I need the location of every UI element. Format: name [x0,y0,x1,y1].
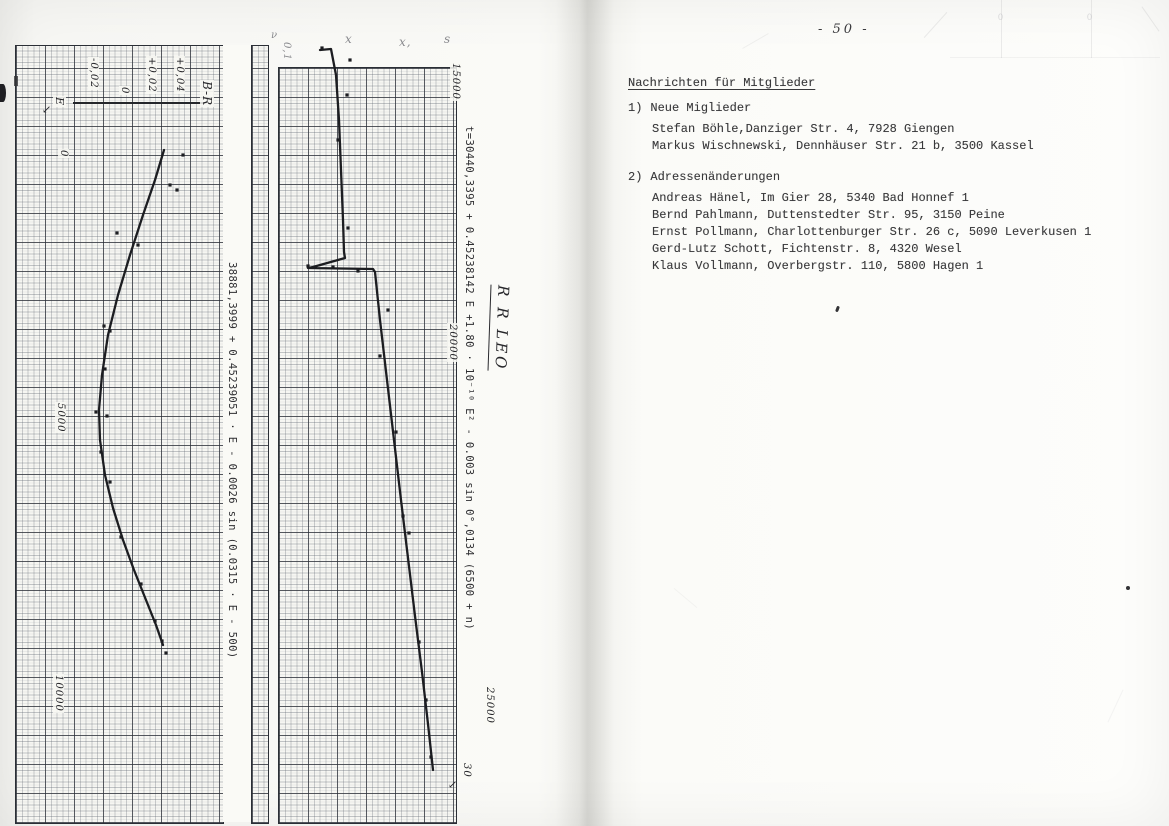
members-news-block [628,76,1098,290]
graph-paper-1b [251,45,269,824]
subsection-number: 2) [628,170,643,184]
subsection-name: Adressenänderungen [650,170,781,184]
member-line: Ernst Pollmann, Charlottenburger Str. 26 c, 5090 Leverkusen 1 [652,225,1092,239]
epoch-tick-label: 20000 [447,324,458,361]
epoch-end-label: 30 [461,763,472,778]
ghost-mark [950,57,1160,58]
subsection-number: 1) [628,101,643,115]
subsection-address-changes [628,170,1098,275]
br-tick-label: +0,02 [146,57,157,93]
subsection-title [628,101,1098,115]
scan-artifact [0,84,6,102]
ghost-digit: 0 [998,12,1004,22]
ghost-mark [1091,0,1092,58]
epoch-tick-label: 25000 [484,687,495,724]
pencil-mark: ν [271,30,279,41]
ghost-mark [1141,6,1159,31]
member-line: Andreas Hänel, Im Gier 28, 5340 Bad Honnef 1 [652,191,969,205]
br-tick-label: -0,02 [88,58,99,89]
section-heading: Nachrichten für Mitglieder [628,76,816,90]
member-line: Klaus Vollmann, Overbergstr. 110, 5800 Hagen 1 [652,259,984,273]
ghost-mark [924,12,947,38]
epoch-tick-label: 10000 [53,675,64,712]
scan-artifact [14,76,18,86]
pencil-mark: 0,1 [281,42,292,61]
page-number: - 50 - [818,22,870,37]
ghost-digit: 0 [1087,12,1093,22]
subsection-name: Neue Miglieder [650,101,752,115]
ghost-mark [742,33,768,49]
br-axis-line [73,102,205,104]
br-tick-label: +0,04 [174,57,185,93]
scan-artifact [835,306,840,313]
pencil-mark: x, [399,35,412,49]
ghost-mark [1107,689,1123,722]
ghost-mark [1001,0,1002,58]
epoch-tick-label: 5000 [55,403,66,433]
pencil-mark: x [345,32,353,46]
epoch-tick-label: 0 [58,150,69,158]
graph-paper-2 [278,67,457,824]
subsection-new-members [628,101,1098,155]
ephemeris-formula-1: 38881,3999 + 0.45239051 · E - 0.0026 sin (0.0315 · E - 500) [226,262,238,659]
page-gutter-shadow [556,0,614,826]
graph-paper-1 [15,45,224,824]
subsection-title [628,170,1098,184]
br-axis-title: B-R [200,81,214,107]
axis-arrow-icon: ↙ [448,778,459,791]
br-tick-label: 0 [119,87,130,95]
star-name-label: R R LEO [488,285,513,372]
member-line: Markus Wischnewski, Dennhäuser Str. 21 b, 3500 Kassel [652,139,1034,153]
epoch-tick-label: 15000 [450,63,461,100]
member-line: Gerd-Lutz Schott, Fichtenstr. 8, 4320 Wesel [652,242,962,256]
ephemeris-formula-2: t=30440,3395 + 0.45238142 E +1.80 · 10⁻¹⁰ E² - 0.003 sin 0°,0134 (6500 + n) [463,126,475,631]
member-line: Bernd Pahlmann, Duttenstedter Str. 95, 3150 Peine [652,208,1005,222]
member-line: Stefan Böhle,Danziger Str. 4, 7928 Giengen [652,122,955,136]
epoch-axis-label: E [53,97,66,107]
scan-artifact [1126,586,1130,590]
axis-arrow-icon: ↙ [42,103,53,116]
ghost-mark [674,588,698,608]
pencil-mark: s [444,32,452,46]
